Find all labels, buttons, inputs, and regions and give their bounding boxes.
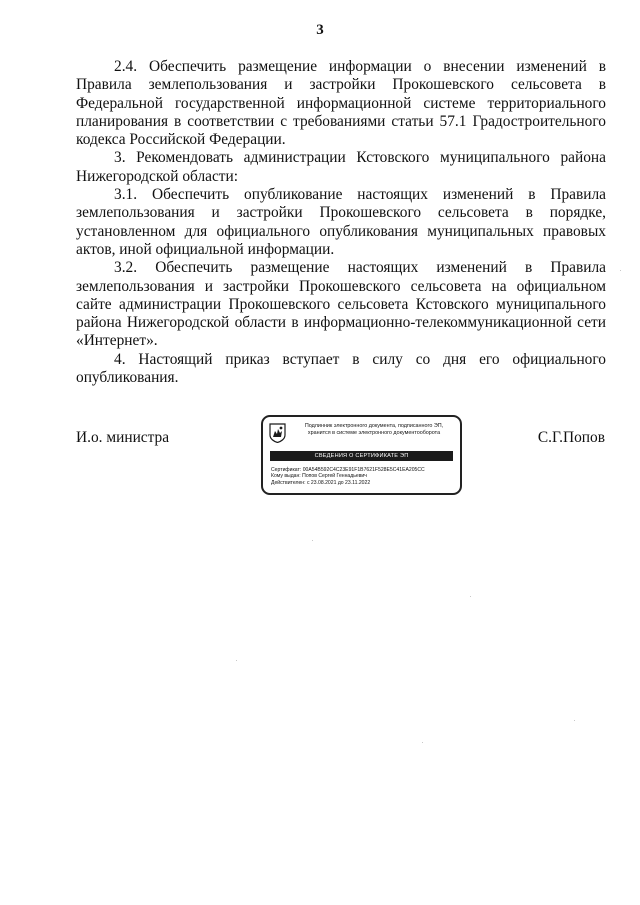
stamp-header-line: хранится в системе электронного документооборота: [307, 429, 441, 436]
paragraph-3-1: 3.1. Обеспечить опубликование настоящих изменений в Правила землепользования и застройки Прокошевского сельсовета в порядке, установленном для официального опубликования муниципальных правовых актов, иной официальной информации.: [76, 186, 606, 258]
signer-name: С.Г.Попов: [537, 429, 605, 446]
page-number: 3: [316, 22, 324, 38]
stamp-header-line: Подлинник электронного документа, подписанного ЭП,: [304, 423, 444, 429]
stamp-details: [271, 467, 457, 486]
coat-of-arms-icon: [269, 423, 286, 443]
scan-speck: [422, 742, 423, 743]
scan-speck: [574, 720, 575, 721]
certificate-value: 00A54B592C4C23E91F1B7621F528E5C41EA205CC: [302, 467, 425, 473]
validity-value: с 23.08.2021 до 23.11.2022: [306, 479, 371, 486]
paragraph-3-2: 3.2. Обеспечить размещение настоящих изменений в Правила землепользования и застройки Прокошевского сельсовета на официальном сайте администрации Прокошевского сельсовета Кстовского муниципального района Нижегородской области в информационно-телекоммуникационной сети «Интернет».: [76, 259, 606, 350]
scan-speck: [470, 596, 471, 597]
scan-speck: [236, 660, 237, 661]
validity-line: [271, 480, 457, 486]
certificate-label: Сертификат:: [271, 467, 302, 473]
paragraph-2-4: 2.4. Обеспечить размещение информации о внесении изменений в Правила землепользования и застройки Прокошевского сельсовета в Федеральной государственной информационной системе территориального планирования в соответствии с требованиями статьи 57.1 Градостроительного кодекса Российской Федерации.: [76, 58, 606, 149]
issued-to-value: Попов Сергей Геннадьевич: [302, 473, 367, 480]
signature-block: [0, 415, 640, 505]
stamp-certificate-title: СВЕДЕНИЯ О СЕРТИФИКАТЕ ЭП: [270, 451, 453, 461]
paragraph-3: 3. Рекомендовать администрации Кстовского муниципального района Нижегородской области:: [76, 149, 606, 185]
stamp-header: [291, 423, 457, 436]
scan-speck: [620, 270, 621, 271]
validity-label: Действителен:: [271, 479, 306, 486]
electronic-signature-stamp: [261, 415, 462, 495]
scan-speck: [312, 540, 313, 541]
document-body: [76, 58, 606, 387]
signer-title: И.о. министра: [76, 429, 170, 446]
paragraph-4: 4. Настоящий приказ вступает в силу со дня его официального опубликования.: [76, 350, 606, 387]
issued-to-label: Кому выдан:: [271, 473, 301, 480]
